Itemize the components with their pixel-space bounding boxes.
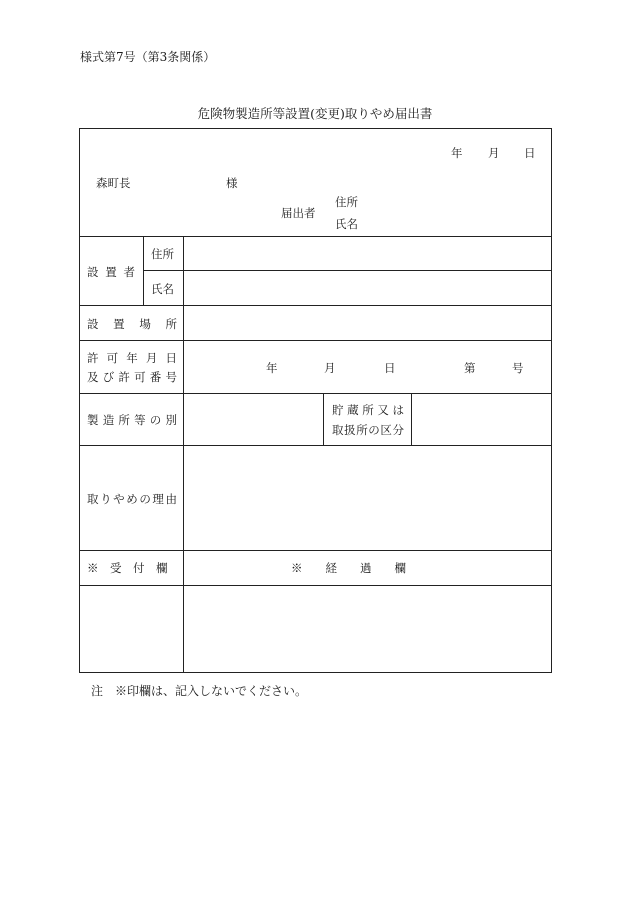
form-number: 様式第7号（第3条関係） — [80, 50, 216, 64]
row-divider — [80, 550, 551, 551]
permit-label-line1: 許可年月日 — [87, 351, 177, 365]
facility-type-label: 製造所等の別 — [87, 413, 177, 427]
form-table — [79, 128, 552, 673]
notifier-label: 届出者 — [281, 206, 316, 220]
addressee-honorific: 様 — [226, 176, 238, 190]
receipt-label: ※ 受 付 欄 — [87, 561, 168, 575]
location-label: 設置場所 — [87, 317, 177, 331]
facility-type-field[interactable] — [184, 394, 323, 445]
location-field[interactable] — [184, 306, 551, 340]
installer-address-label: 住所 — [151, 247, 174, 261]
notifier-address-label: 住所 — [335, 195, 358, 209]
installer-name-field[interactable] — [184, 271, 551, 305]
reason-field[interactable] — [184, 446, 551, 550]
form-title: 危険物製造所等設置(変更)取りやめ届出書 — [197, 106, 433, 121]
date-month-label: 月 — [488, 146, 500, 160]
footer-note: 注 ※印欄は、記入しないでください。 — [91, 684, 308, 698]
permit-month-label: 月 — [324, 361, 336, 375]
permit-number-prefix: 第 — [464, 361, 476, 375]
permit-label-line2: 及び許可番号 — [87, 370, 177, 384]
column-divider — [323, 393, 324, 445]
installer-name-label: 氏名 — [151, 282, 174, 296]
date-day-label: 日 — [524, 146, 536, 160]
date-year-label: 年 — [451, 146, 463, 160]
installer-label: 設置者 — [87, 265, 135, 279]
row-divider — [80, 585, 551, 586]
row-divider — [80, 340, 551, 341]
storage-class-label-line1: 貯蔵所又は — [332, 403, 404, 417]
addressee-name: 森町長 — [96, 176, 131, 190]
storage-class-label-line2: 取扱所の区分 — [332, 423, 404, 437]
column-divider — [143, 236, 144, 305]
notifier-name-label: 氏名 — [335, 217, 358, 231]
installer-address-field[interactable] — [184, 237, 551, 270]
permit-number-suffix: 号 — [512, 361, 524, 375]
permit-day-label: 日 — [384, 361, 396, 375]
storage-class-field[interactable] — [412, 394, 551, 445]
reason-label: 取りやめの理由 — [87, 492, 177, 506]
permit-year-label: 年 — [266, 361, 278, 375]
progress-label: ※ 経 過 欄 — [291, 561, 406, 575]
